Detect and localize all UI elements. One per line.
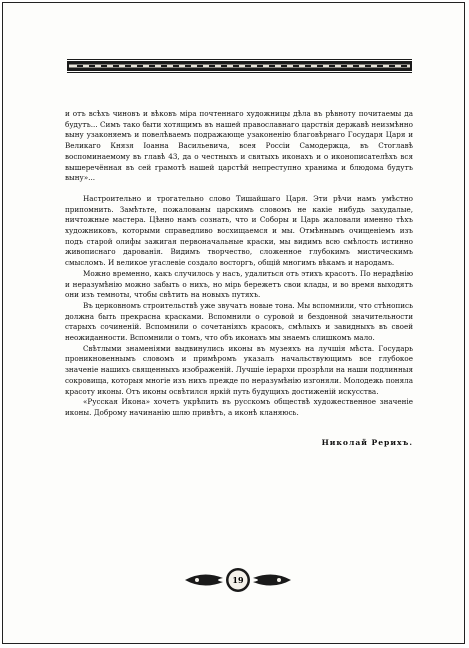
paragraph: и отъ всѣхъ чиновъ и вѣковъ міра почтеннаго художницы дѣла въ рѣвноту почитаемы да будутъ... Симъ тако быти хотящимъ въ нашей православнаго царствія державѣ неизмѣнно выну узаконяемъ и повелѣваемъ подражающе узаконенію благовѣрнаго Государя Царя и Великаго Князя Іоанна Васильевича, всея Россіи Самодержца, въ Стоглавѣ воспоминаемому въ главѣ 43, да о честныхъ и святыхъ иконахъ и о иконописателѣхъ вся вышеречённая въ сей грамотѣ нашей царстѣй непреступно хранима и блюдома будутъ выну»... <box>65 109 413 183</box>
top-ornament-band <box>67 59 412 73</box>
paragraph: Въ церковномъ строительствѣ уже звучатъ новые тона. Мы вспомнили, что стѣнопись должна быть прекрасна красками. Вспомнили о суровой и бездонной значительности старыхъ сочиненій. Вспомнили о сочетаніяхъ красокъ, смѣлыхъ и завидныхъ въ своей неожиданности. Вспомнили о томъ, что объ иконахъ мы знаемъ слишкомъ мало. <box>65 300 413 343</box>
paragraph: Можно временно, какъ случилось у насъ, удалиться отъ этихъ красотъ. По нерадѣнію и неразумѣнію можно забыть о нихъ, но мірь бережетъ свои клады, и во время выходятъ они изъ темноты, чтобы свѣтить на новыхъ путяхъ. <box>65 268 413 300</box>
book-page <box>2 2 465 644</box>
body-text <box>65 109 413 419</box>
paragraph: «Русская Икона» хочетъ укрѣпить въ русскомъ обществѣ художественное значеніе иконы. Доброму начинанію шлю привѣтъ, а иконѣ кланяюсь. <box>65 397 413 417</box>
author-signature: Николай Рерихъ. <box>321 438 413 447</box>
page-number: 19 <box>232 575 244 585</box>
paragraph: Настроительно и трогательно слово Тишайшаго Царя. Эти рѣчи намъ умѣстно припомнить. Замѣтьте, пожалованы царскимъ словомъ не какіе нибудь захудалые, ничтожные мастера. Цѣнно намъ сознать, что и Соборы и Царь жаловали именно тѣхъ художниковъ, которыми справедливо восхищаемся и мы. Отмѣннымъ очищеніемъ изъ подъ старой олифы зажигая первоначальные краски, мы видимъ всю смѣлость истинно живописнаго дарованія. Видимъ творчество, сложенное глубокимъ мистическимъ смысломъ. И великое угаслевіе создало восторгъ, общій многимъ вѣкамъ и народамъ. <box>65 193 413 268</box>
paragraph: Свѣтлыми знаменіями выдвинулись иконы въ музеяхъ на лучшія мѣста. Государь проникновеннымъ словомъ и примѣромъ указалъ начальствующимъ все глубокое значеніе нашихъ священныхъ изображеній. Лучшіе іерархи прозрѣли на наши подлинныя сокровища, которыя многіе изъ нихъ прежде по неразумѣнію изгоняли. Молодежь поняла красоту иконы. Отъ иконы освѣтился яркій путь будущихъ достиженій искусства. <box>65 343 413 396</box>
